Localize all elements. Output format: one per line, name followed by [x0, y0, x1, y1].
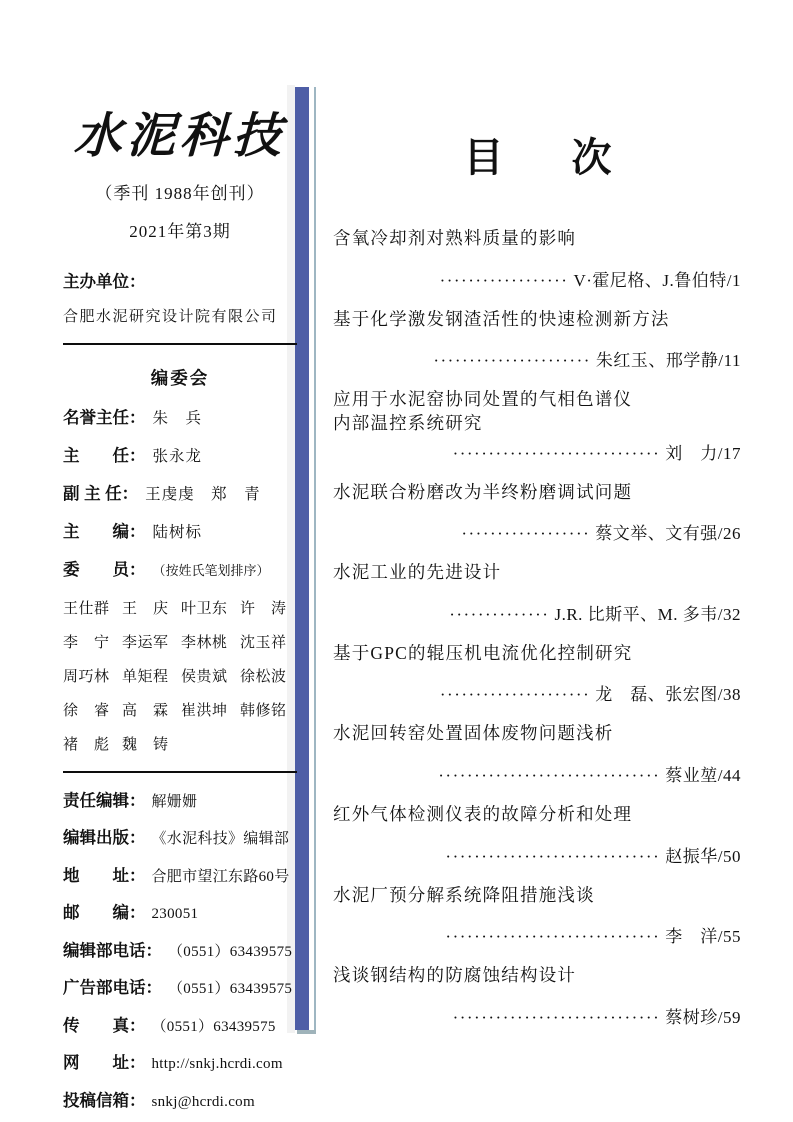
member-name: 徐松波	[240, 669, 287, 685]
publication-label: 责任编辑：	[63, 791, 146, 810]
member-name: 单矩程	[122, 669, 169, 685]
article-byline	[333, 680, 742, 705]
member-name: 许 涛	[240, 601, 287, 617]
article-byline	[333, 1003, 742, 1028]
journal-title: 水泥科技	[73, 108, 287, 164]
publication-label: 广告部电话：	[63, 979, 162, 997]
submission-email: snkj@hcrdi.com	[151, 1093, 255, 1110]
member-name: 徐 睿	[63, 703, 110, 719]
editorial-board-heading: 编委会	[150, 368, 210, 388]
article-title: 水泥厂预分解系统降阻措施浅谈	[333, 884, 595, 905]
board-role-row	[63, 480, 297, 504]
publication-label: 传 真：	[63, 1016, 146, 1035]
divider-rule-top	[63, 343, 297, 345]
member-name: 褚 彪	[63, 737, 110, 753]
publication-value: （0551）63439575	[168, 943, 293, 960]
article-title: 浅谈钢结构的防腐蚀结构设计	[333, 965, 577, 986]
article-authors-page: 赵振华/50	[665, 846, 741, 866]
role-value: 张永龙	[152, 448, 203, 465]
role-value: 王虔虔 郑 青	[145, 486, 261, 503]
publication-label: 投稿信箱：	[63, 1091, 146, 1110]
article-byline	[333, 346, 742, 371]
article-authors-page: 龙 磊、张宏图/38	[595, 685, 741, 705]
publication-label: 地 址：	[63, 866, 146, 885]
role-value: 陆树标	[152, 524, 203, 541]
role-note: （按姓氏笔划排序）	[152, 563, 270, 578]
board-role-row	[63, 556, 297, 580]
publication-value: 230051	[151, 906, 199, 922]
member-name: 崔洪坤	[181, 703, 228, 719]
toc-entry	[333, 964, 742, 1028]
leader-dots: ··················	[461, 524, 591, 544]
divider-bottom-shadow	[297, 1030, 316, 1034]
article-authors-page: 蔡业堃/44	[665, 766, 741, 785]
leader-dots: ······························	[445, 927, 661, 947]
publication-label: 编辑出版：	[63, 829, 146, 847]
member-name: 高 霖	[122, 703, 169, 719]
publication-row	[63, 974, 297, 998]
member-name: 李林桃	[181, 635, 228, 651]
organizer-label: 主办单位：	[63, 273, 146, 291]
leader-dots: ·······························	[438, 766, 661, 785]
publication-row	[63, 862, 297, 886]
article-title: 含氧冷却剂对熟料质量的影响	[333, 228, 577, 248]
leader-dots: ··············	[449, 604, 550, 624]
board-members-grid	[63, 597, 297, 754]
divider-accent-bar	[295, 87, 309, 1030]
publication-value: 合肥市望江东路60号	[151, 868, 290, 885]
toc-entry	[333, 722, 742, 786]
leader-dots: ······················	[433, 351, 591, 371]
toc-entry	[333, 642, 742, 706]
publication-value: 解姗姗	[151, 793, 198, 810]
publication-row	[63, 899, 297, 923]
role-label: 委 员：	[63, 561, 146, 579]
leader-dots: ··················	[439, 270, 569, 290]
member-name: 李运军	[122, 635, 169, 651]
toc-entry	[333, 884, 742, 948]
toc-entry	[333, 481, 742, 545]
toc-heading: 目 次	[463, 134, 626, 181]
toc-entry	[333, 227, 742, 291]
toc-entry	[333, 308, 742, 372]
article-title-line2: 内部温控系统研究	[333, 412, 483, 433]
role-label: 主 编：	[63, 523, 146, 541]
publication-label: 邮 编：	[63, 904, 146, 922]
article-byline	[333, 439, 742, 464]
publication-row	[63, 937, 297, 961]
article-title: 应用于水泥窑协同处置的气相色谱仪	[333, 389, 633, 410]
toc-entry	[333, 388, 742, 463]
leader-dots: ······························	[445, 846, 661, 866]
article-authors-page: 蔡树珍/59	[665, 1007, 741, 1027]
role-value: 朱 兵	[152, 410, 203, 427]
member-name: 叶卫东	[181, 601, 228, 617]
toc-entry	[333, 803, 742, 867]
publication-row	[63, 1049, 297, 1073]
website-url: http://snkj.hcrdi.com	[151, 1056, 283, 1072]
member-name: 沈玉祥	[240, 635, 287, 651]
article-authors-page: 蔡文举、文有强/26	[595, 524, 741, 544]
article-title: 基于GPC的辊压机电流优化控制研究	[333, 642, 633, 663]
publication-info	[63, 787, 297, 1111]
role-label: 名誉主任：	[63, 409, 146, 427]
masthead-column	[63, 106, 297, 1111]
publication-label: 网 址：	[63, 1054, 146, 1072]
member-name: 韩修铭	[240, 703, 287, 719]
member-name: 王 庆	[122, 601, 169, 617]
article-byline	[333, 266, 742, 291]
publication-value: 《水泥科技》编辑部	[151, 831, 290, 847]
article-byline	[333, 922, 742, 947]
leader-dots: ·····························	[452, 1007, 661, 1027]
article-title: 水泥联合粉磨改为半终粉磨调试问题	[333, 481, 633, 502]
article-byline	[333, 600, 742, 625]
leader-dots: ·····················	[439, 685, 591, 705]
article-title: 红外气体检测仪表的故障分析和处理	[333, 804, 633, 824]
article-byline	[333, 519, 742, 544]
board-role-row	[63, 404, 297, 428]
publication-row	[63, 787, 297, 811]
publication-label: 编辑部电话：	[63, 941, 162, 960]
publication-value: （0551）63439575	[168, 981, 293, 997]
member-name: 魏 铸	[122, 737, 169, 753]
divider-rule-bottom	[63, 771, 297, 773]
member-name: 侯贵斌	[181, 669, 228, 685]
member-name: 周巧林	[63, 669, 110, 685]
article-byline	[333, 761, 742, 786]
role-label: 副 主 任：	[63, 485, 139, 503]
article-byline	[333, 842, 742, 867]
role-label: 主 任：	[63, 447, 146, 465]
article-title: 水泥工业的先进设计	[333, 562, 502, 583]
journal-subtitle: （季刊 1988年创刊）	[95, 184, 265, 203]
leader-dots: ·····························	[452, 443, 661, 463]
board-role-row	[63, 442, 297, 466]
board-role-row	[63, 518, 297, 542]
organizer-name: 合肥水泥研究设计院有限公司	[63, 309, 278, 325]
article-authors-page: 李 洋/55	[665, 927, 741, 947]
publication-row	[63, 1087, 297, 1111]
article-authors-page: 朱红玉、邢学静/11	[595, 351, 741, 371]
article-title: 水泥回转窑处置固体废物问题浅析	[333, 723, 614, 744]
toc-entry	[333, 561, 742, 625]
publication-value: （0551）63439575	[151, 1018, 276, 1035]
journal-issue: 2021年第3期	[129, 222, 231, 241]
member-name: 王仕群	[63, 601, 110, 617]
article-authors-page: J.R. 比斯平、M. 多韦/32	[554, 604, 741, 624]
member-name: 李 宁	[63, 635, 110, 651]
divider-thin-rule	[314, 87, 316, 1030]
publication-row	[63, 824, 297, 848]
publication-row	[63, 1012, 297, 1036]
article-title: 基于化学激发钢渣活性的快速检测新方法	[333, 308, 670, 329]
toc-column	[333, 126, 742, 1045]
article-authors-page: V·霍尼格、J.鲁伯特/1	[573, 270, 741, 290]
article-authors-page: 刘 力/17	[665, 443, 741, 463]
